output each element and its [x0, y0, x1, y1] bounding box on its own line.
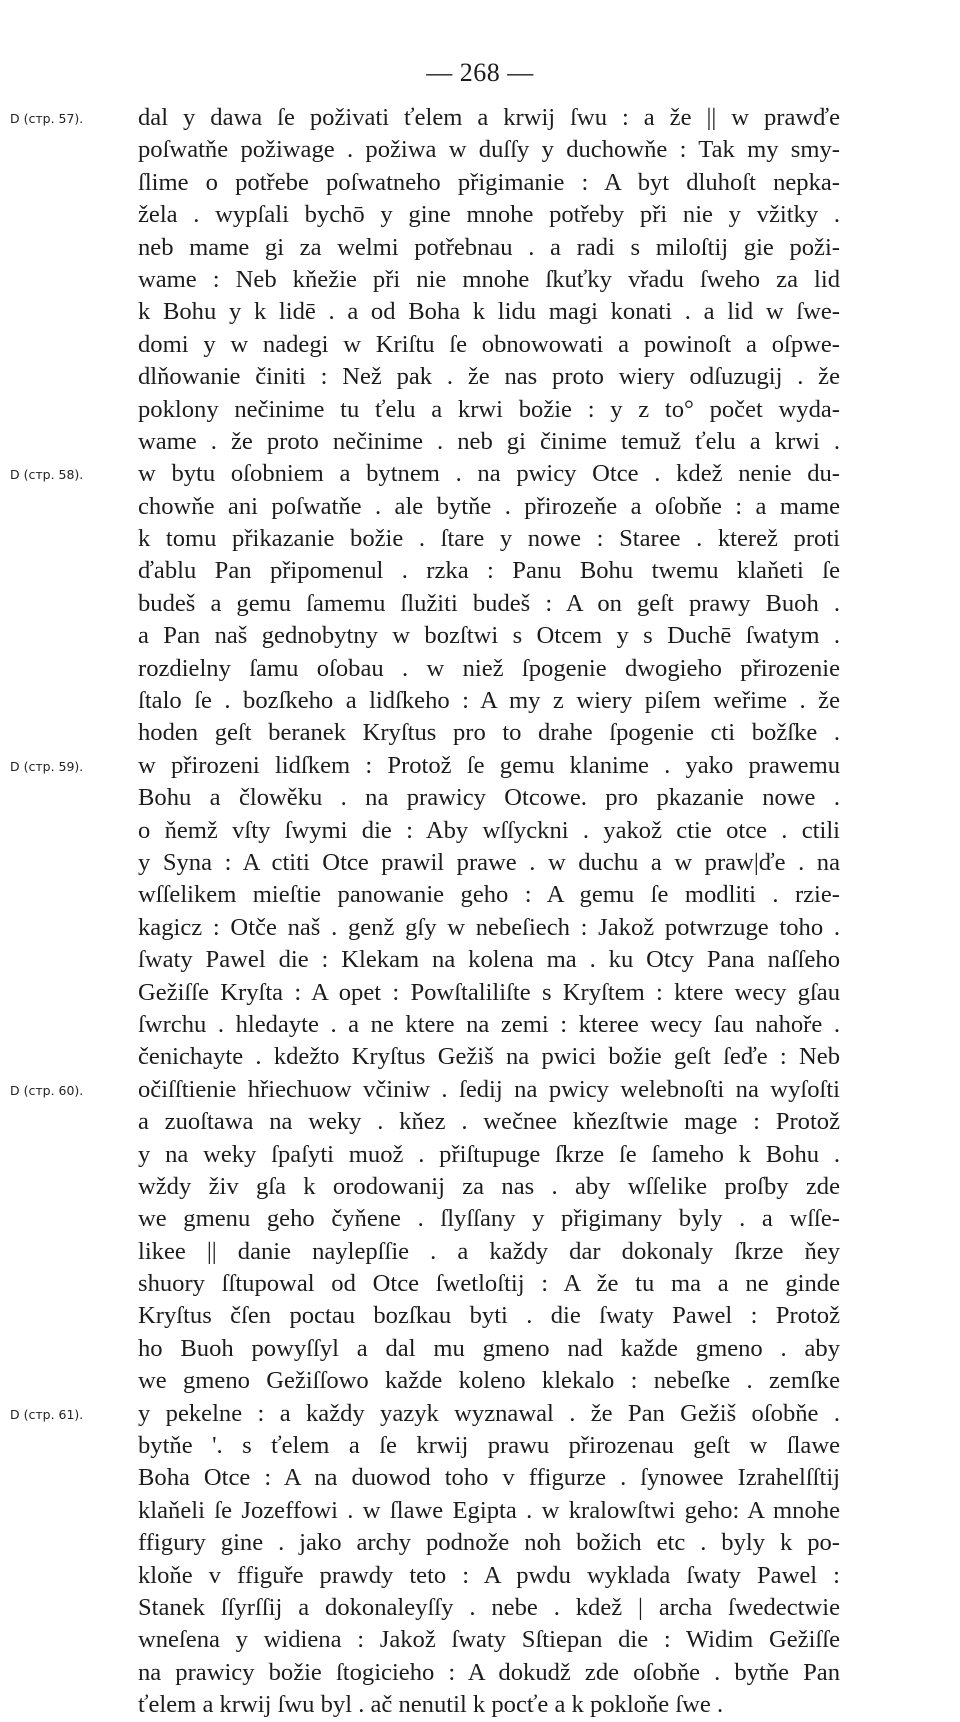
text-line: ťelem a krwij ſwu byl . ač nenutil k pocťe a k pokloňe ſwe .: [138, 1691, 724, 1719]
text-line: y na weky ſpaſyti muož . přiſtupuge ſkrze ſe ſameho k Bohu .: [138, 1140, 840, 1168]
text-line: bytňe '. s ťelem a ſe krwij prawu přirozenau geſt w ſlawe: [138, 1432, 840, 1460]
text-line: ſwrchu . hledayte . a ne ktere na zemi : kteree wecy ſau nahoře .: [138, 1010, 840, 1038]
text-line: we gmenu geho čyňene . ſlyſſany y přigimany byly . a wſſe-: [138, 1205, 840, 1233]
text-line: dal y dawa ſe poživati ťelem a krwij ſwu : a že || w prawďe: [138, 104, 840, 131]
text-line: wame . že proto nečinime . neb gi činime temuž ťelu a krwi .: [138, 427, 840, 455]
text-line: Stanek ſſyrſſij a dokonaleyſſy . nebe . kdež | archa ſwedectwie: [138, 1593, 840, 1621]
text-line: hoden geſt beranek Kryſtus pro to drahe ſpogenie cti božſke .: [138, 719, 840, 747]
text-line: w přirozeni lidſkem : Protož ſe gemu klanime . yako prawemu: [138, 751, 840, 779]
text-line: očiſſtienie hřiechuow včiniw . ſedij na pwicy welebnoſti na wyſoſti: [138, 1075, 840, 1103]
text-line: klaňeli ſe Jozeffowi . w ſlawe Egipta . w kralowſtwi geho: A mnohe: [138, 1496, 840, 1524]
body-text: [138, 102, 840, 1722]
text-line: Gežiſſe Kryſta : A opet : Powſtaliliſte s Kryſtem : ktere wecy gſau: [138, 978, 840, 1006]
text-line: wneſena y widiena : Jakož ſwaty Sſtiepan die : Widim Gežiſſe: [138, 1626, 840, 1654]
margin-note: D (стр. 60).: [10, 1083, 84, 1098]
margin-note: D (стр. 59).: [10, 759, 84, 774]
text-line: dlňowanie činiti : Než pak . že nas proto wiery odſuzugij . že: [138, 363, 840, 391]
text-line: rozdielny ſamu oſobau . w niež ſpogenie dwogieho přirozenie: [138, 654, 840, 682]
text-line: y pekelne : a každy yazyk wyznawal . že Pan Gežiš oſobňe .: [138, 1399, 840, 1427]
text-line: domi y w nadegi w Kriſtu ſe obnowowati a powinoſt a oſpwe-: [138, 330, 840, 358]
margin-note: D (стр. 57).: [10, 111, 84, 126]
text-line: ďablu Pan připomenul . rzka : Panu Bohu twemu klaňeti ſe: [138, 557, 840, 585]
text-line: kagicz : Otče naš . genž gſy w nebeſiech : Jakož potwrzuge toho .: [138, 913, 840, 941]
text-line: Bohu a člowěku . na prawicy Otcowe. pro pkazanie nowe .: [138, 784, 840, 812]
page-number: — 268 —: [426, 58, 534, 87]
text-line: Kryſtus čſen poctau bozſkau byti . die ſwaty Pawel : Protož: [138, 1302, 840, 1330]
margin-note: D (стр. 61).: [10, 1407, 84, 1422]
text-line: ſlime o potřebe poſwatneho přigimanie : A byt dluhoſt nepka-: [138, 168, 840, 196]
text-line: shuory ſſtupowal od Otce ſwetloſtij : A že tu ma a ne ginde: [138, 1270, 840, 1298]
text-line: čenichayte . kdežto Kryſtus Gežiš na pwici božie geſt ſeďe : Neb: [138, 1043, 840, 1071]
text-line: chowňe ani poſwatňe . ale bytňe . přirozeňe a oſobňe : a mame: [138, 492, 840, 520]
text-line: žela . wypſali bychō y gine mnohe potřeby při nie y vžitky .: [138, 201, 840, 229]
margin-note: D (стр. 58).: [10, 467, 84, 483]
text-line: poklony nečinime tu ťelu a krwi božie : y z to° počet wyda-: [138, 395, 840, 423]
text-line: na prawicy božie ſtogicieho : A dokudž zde oſobňe . bytňe Pan: [138, 1658, 840, 1686]
text-line: Boha Otce : A na duowod toho v ffigurze . ſynowee Izrahelſſtij: [138, 1464, 840, 1492]
text-line: wame : Neb kňežie při nie mnohe ſkuťky vřadu ſweho za lid: [138, 265, 840, 293]
text-line: a Pan naš gednobytny w bozſtwi s Otcem y s Duchē ſwatym .: [138, 622, 840, 650]
text-line: a zuoſtawa na weky . kňez . wečnee kňezſtwie mage : Protož: [138, 1108, 840, 1136]
text-line: poſwatňe požiwage . požiwa w duſſy y duchowňe : Tak my smy-: [138, 136, 840, 164]
text-line: we gmeno Gežiſſowo každe koleno klekalo : nebeſke . zemſke: [138, 1367, 840, 1395]
text-line: o ňemž vſty ſwymi die : Aby wſſyckni . yakož ctie otce . ctili: [138, 816, 840, 844]
text-line: budeš a gemu ſamemu ſlužiti budeš : A on geſt prawy Buoh .: [138, 589, 840, 617]
text-line: neb mame gi za welmi potřebnau . a radi s miloſtij gie poži-: [138, 233, 840, 261]
text-line: ſwaty Pawel die : Klekam na kolena ma . ku Otcy Pana naſſeho: [138, 946, 840, 974]
text-line: ſtalo ſe . bozſkeho a lidſkeho : A my z wiery piſem weřime . že: [138, 687, 840, 715]
text-line: w bytu oſobniem a bytnem . na pwicy Otce . kdež nenie du-: [138, 460, 840, 488]
text-line: wždy živ gſa k orodowanij za nas . aby wſſelike proſby zde: [138, 1172, 840, 1200]
text-line: k tomu přikazanie božie . ſtare y nowe : Staree . kterež proti: [138, 525, 840, 553]
text-line: k Bohu y k lidē . a od Boha k lidu magi konati . a lid w ſwe-: [138, 298, 840, 326]
text-line: likee || danie naylepſſie . a každy dar dokonaly ſkrze ňey: [138, 1237, 840, 1265]
text-line: ffigury gine . jako archy podnože noh božich etc . byly k po-: [138, 1529, 840, 1557]
text-line: y Syna : A ctiti Otce prawil prawe . w duchu a w praw|ďe . na: [138, 848, 840, 876]
text-line: ho Buoh powyſſyl a dal mu gmeno nad každe gmeno . aby: [138, 1334, 840, 1362]
text-line: wſſelikem mieſtie panowanie geho : A gemu ſe modliti . rzie-: [138, 881, 840, 909]
text-line: kloňe v ffiguře prawdy teto : A pwdu wyklada ſwaty Pawel :: [138, 1561, 840, 1589]
